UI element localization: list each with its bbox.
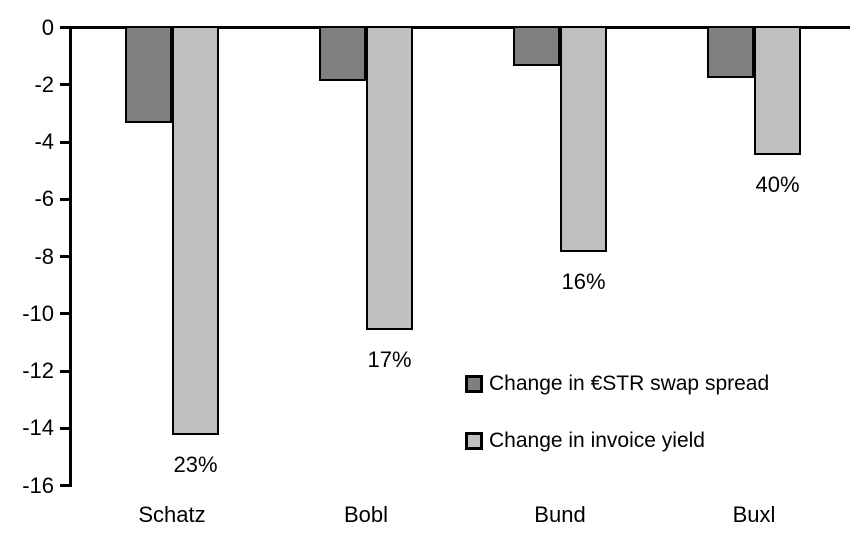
y-tick-label: -14 (22, 415, 54, 441)
y-tick-label: -16 (22, 472, 54, 498)
legend-item-yield (465, 429, 769, 453)
y-tick (60, 484, 70, 487)
y-tick-label: -4 (34, 129, 54, 154)
bar-bund-yield (560, 26, 607, 252)
bar-value-label: 17% (367, 346, 412, 372)
bar-schatz-spread (125, 26, 172, 123)
y-tick (60, 26, 70, 29)
legend-swatch-yield-icon (465, 432, 483, 450)
y-tick (60, 198, 70, 201)
bar-buxl-yield (754, 26, 801, 155)
legend-label-spread: Change in €STR swap spread (489, 372, 770, 395)
bar-value-label: 23% (173, 452, 218, 478)
bar-bobl-spread (319, 26, 366, 81)
y-tick-label: -10 (22, 300, 54, 326)
x-category-label: Bund (534, 502, 586, 527)
y-tick (60, 83, 70, 86)
x-category-label: Schatz (138, 502, 206, 527)
bar-bobl-yield (366, 26, 413, 330)
y-tick (60, 370, 70, 373)
y-tick (60, 427, 70, 430)
y-tick (60, 141, 70, 144)
y-tick-label: -2 (34, 71, 54, 97)
bar-schatz-yield (172, 26, 219, 435)
bar-buxl-spread (707, 26, 754, 78)
y-tick-label: 0 (41, 14, 54, 40)
y-tick-label: -6 (34, 186, 54, 212)
x-category-label: Buxl (732, 502, 776, 527)
legend-label-yield: Change in invoice yield (489, 429, 705, 452)
y-tick-label: -8 (34, 243, 54, 269)
x-category-label: Bobl (343, 502, 389, 527)
y-tick-label: -12 (22, 358, 54, 383)
legend (465, 372, 769, 486)
y-tick (60, 312, 70, 315)
bar-value-label: 16% (561, 269, 606, 295)
legend-swatch-spread-icon (465, 375, 483, 393)
y-tick (60, 255, 70, 258)
bar-value-label: 40% (755, 171, 800, 197)
legend-item-spread (465, 372, 769, 396)
bar-bund-spread (513, 26, 560, 66)
